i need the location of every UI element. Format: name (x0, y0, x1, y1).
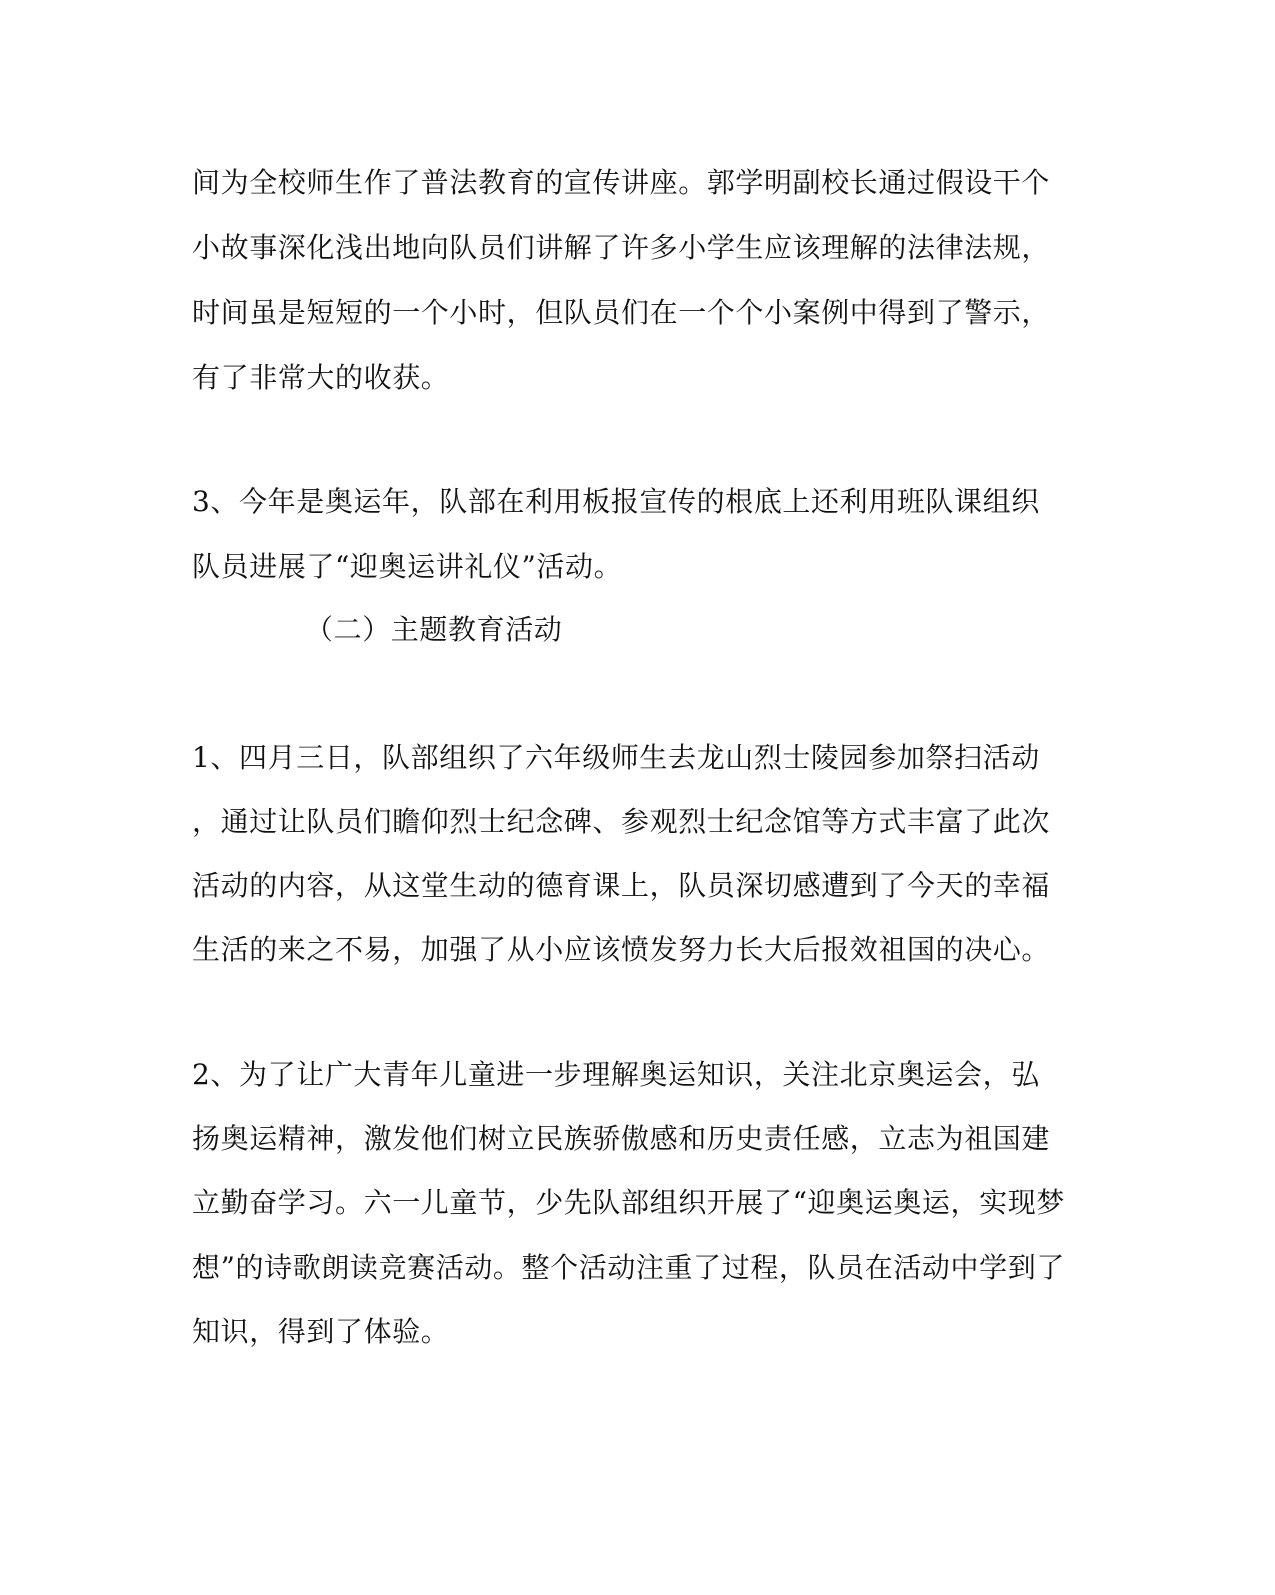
text-line: 生活的来之不易，加强了从小应该愤发努力长大后报效祖国的决心。 (192, 933, 1051, 966)
text-line: 知识，得到了体验。 (192, 1315, 450, 1348)
text-line: 间为全校师生作了普法教育的宣传讲座。郭学明副校长通过假设干个 (192, 166, 1051, 199)
text-line: 扬奥运精神，激发他们树立民族骄傲感和历史责任感，立志为祖国建 (192, 1122, 1051, 1155)
text-line: 1、四月三日，队部组织了六年级师生去龙山烈士陵园参加祭扫活动 (192, 741, 1040, 774)
text-line: 3、今年是奥运年，队部在利用板报宣传的根底上还利用班队课组织 (192, 485, 1040, 518)
text-line: 活动的内容，从这堂生动的德育课上，队员深切感遭到了今天的幸福 (192, 869, 1051, 902)
text-line: 有了非常大的收获。 (192, 361, 450, 394)
text-line: ，通过让队员们瞻仰烈士纪念碑、参观烈士纪念馆等方式丰富了此次 (192, 805, 1051, 838)
section-heading: （二）主题教育活动 (305, 613, 563, 646)
text-line: 时间虽是短短的一个小时，但队员们在一个个小案例中得到了警示， (192, 296, 1051, 329)
text-line: 2、为了让广大青年儿童进一步理解奥运知识，关注北京奥运会，弘 (192, 1058, 1040, 1091)
text-line: 立勤奋学习。六一儿童节，少先队部组织开展了“迎奥运奥运，实现梦 (192, 1186, 1065, 1219)
text-line: 队员进展了“迎奥运讲礼仪”活动。 (192, 550, 623, 583)
text-line: 小故事深化浅出地向队员们讲解了许多小学生应该理解的法律法规， (192, 231, 1051, 264)
text-line: 想”的诗歌朗读竞赛活动。整个活动注重了过程，队员在活动中学到了 (192, 1251, 1065, 1284)
